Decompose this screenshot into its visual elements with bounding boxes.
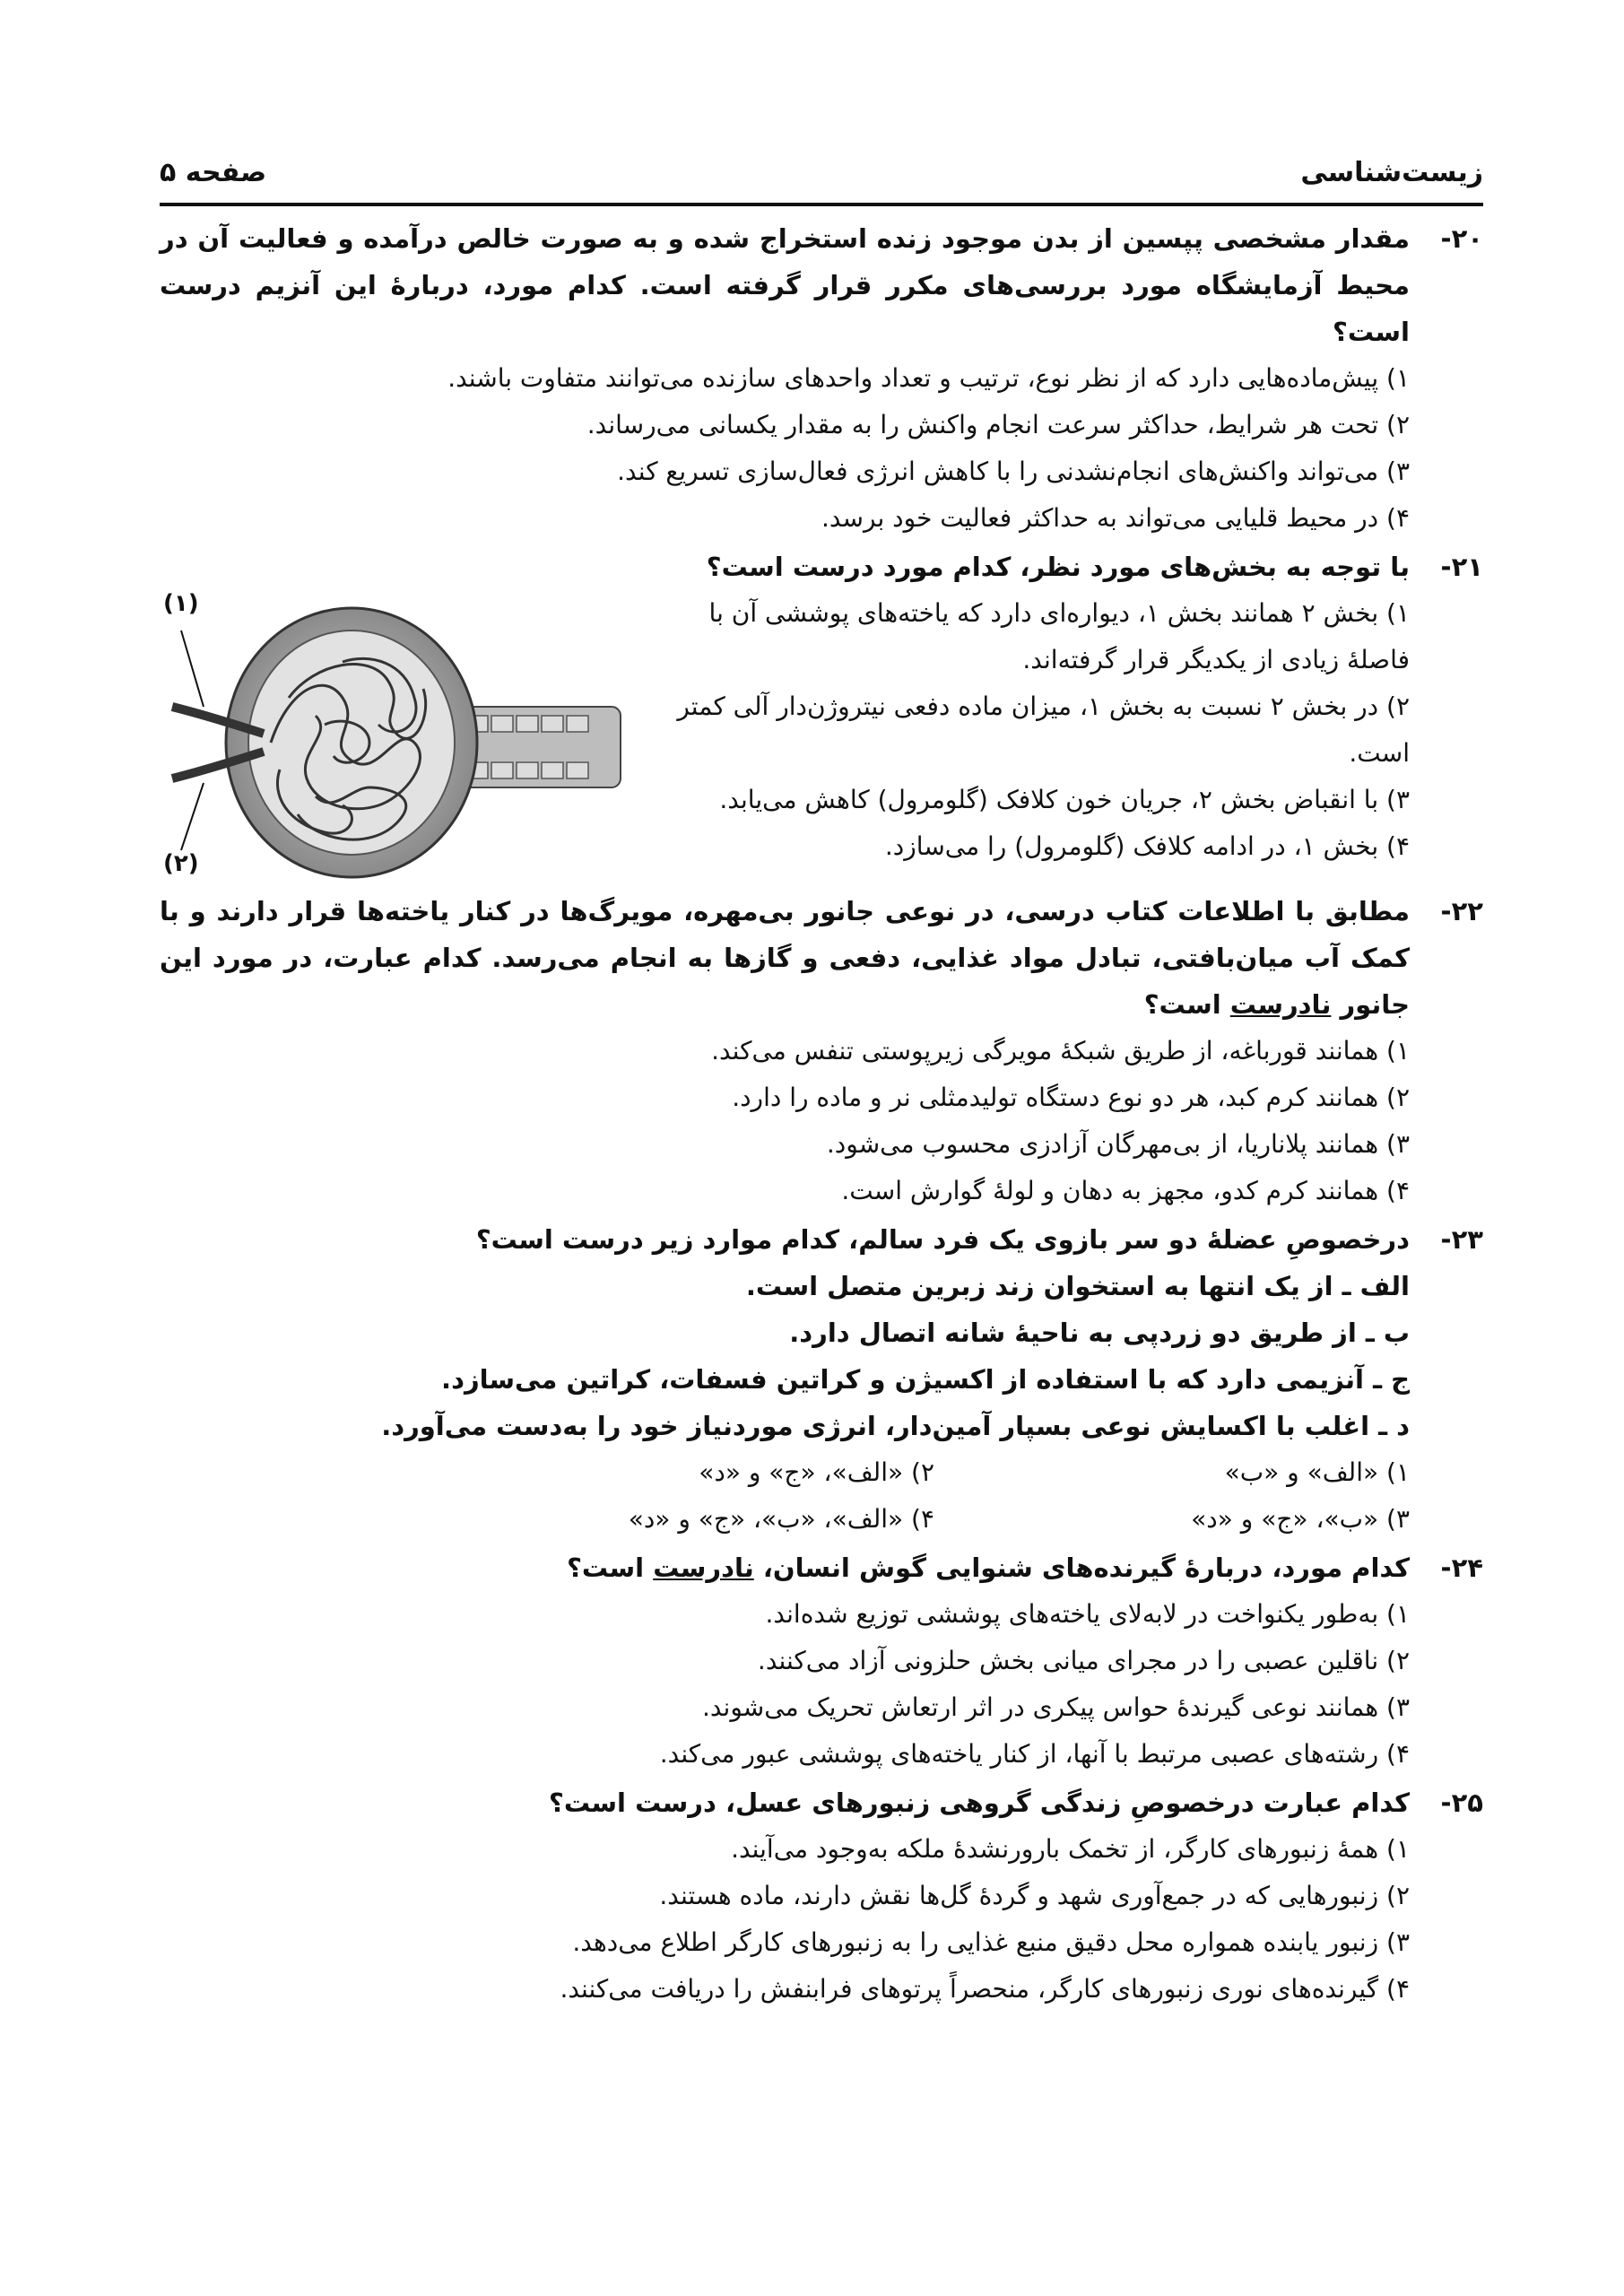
question-stem: با توجه به بخش‌های مورد نظر، کدام مورد درست است؟: [706, 552, 1410, 582]
questions: [160, 215, 1483, 2014]
page-header: [160, 151, 1483, 194]
option-3: ۳) «ب»، «ج» و «د»: [1191, 1504, 1410, 1534]
statement-jim: ج ـ آنزیمی دارد که با استفاده از اکسیژن و کراتین فسفات، کراتین می‌سازد.: [441, 1364, 1410, 1395]
stem-text: کدام مورد، دربارهٔ گیرنده‌های شنوایی گوش انسان،: [753, 1552, 1410, 1583]
question-number: ۲۵-: [1440, 1787, 1483, 1818]
question-stem: درخصوصِ عضلهٔ دو سر بازوی یک فرد سالم، کدام موارد زیر درست است؟: [475, 1224, 1410, 1255]
option-4: ۴) رشته‌های عصبی مرتبط با آنها، از کنار یاخته‌های پوششی عبور می‌کند.: [659, 1739, 1410, 1769]
option-4: ۴) در محیط قلیایی می‌تواند به حداکثر فعالیت خود برسد.: [821, 503, 1410, 533]
page-number: صفحه ۵: [160, 156, 267, 188]
option-2: ۲) تحت هر شرایط، حداکثر سرعت انجام واکنش را به مقدار یکسانی می‌رساند.: [586, 410, 1410, 439]
option-1: ۱) «الف» و «ب»: [1224, 1457, 1410, 1487]
header-rule: [160, 203, 1483, 206]
question-22: [160, 888, 1483, 1214]
option-1: ۱) پیش‌ماده‌هایی دارد که از نظر نوع، ترتیب و تعداد واحدهای سازنده می‌توانند متفاوت باشند.: [447, 363, 1410, 393]
question-number: ۲۴-: [1440, 1552, 1483, 1583]
stem-underlined-word: نادرست: [1229, 989, 1332, 1020]
stem-text: مطابق با اطلاعات کتاب درسی، در نوعی جانور بی‌مهره، مویرگ‌ها در کنار یاخته‌ها قرار دارند و با کمک آب میان‌بافتی، تبادل مواد غذایی، دفعی و گازها به انجام می‌رسد. کدام عبارت، در مورد این جانور: [160, 896, 1410, 1020]
option-2: ۲) زنبورهایی که در جمع‌آوری شهد و گردهٔ گل‌ها نقش دارند، ماده هستند.: [659, 1881, 1410, 1910]
question-23: [160, 1216, 1483, 1543]
question-number: ۲۰-: [1440, 223, 1483, 254]
figure-label-2: (۲): [163, 850, 199, 877]
option-1: ۱) همهٔ زنبورهای کارگر، از تخمک بارورنشدهٔ ملکه به‌وجود می‌آیند.: [731, 1834, 1410, 1864]
option-4: ۴) «الف»، «ب»، «ج» و «د»: [628, 1504, 934, 1534]
question-stem: کدام عبارت درخصوصِ زندگی گروهی زنبورهای عسل، درست است؟: [549, 1787, 1410, 1818]
statement-be: ب ـ از طریق دو زردپی به ناحیهٔ شانه اتصال دارد.: [789, 1318, 1410, 1348]
question-stem: [160, 888, 1410, 1028]
figure-label-1: (۱): [163, 590, 199, 617]
option-2: ۲) در بخش ۲ نسبت به بخش ۱، میزان ماده دفعی نیتروژن‌دار آلی کمتر است.: [677, 691, 1410, 768]
glomerulus-illustration: [163, 590, 630, 886]
statement-alef: الف ـ از یک انتها به استخوان زند زبرین متصل است.: [745, 1271, 1410, 1301]
option-2: ۲) همانند کرم کبد، هر دو نوع دستگاه تولیدمثلی نر و ماده را دارد.: [732, 1083, 1410, 1112]
option-3: ۳) همانند نوعی گیرندهٔ حواس پیکری در اثر ارتعاش تحریک می‌شوند.: [701, 1692, 1410, 1722]
question-number: ۲۱-: [1440, 552, 1483, 582]
question-number: ۲۲-: [1440, 896, 1483, 926]
subject-title: زیست‌شناسی: [1300, 156, 1483, 188]
option-1: ۱) همانند قورباغه، از طریق شبکهٔ مویرگی زیرپوستی تنفس می‌کند.: [711, 1036, 1410, 1065]
statement-dal: د ـ اغلب با اکسایش نوعی بسپار آمین‌دار، انرژی موردنیاز خود را به‌دست می‌آورد.: [381, 1411, 1410, 1441]
question-21: [160, 544, 1483, 886]
question-25: [160, 1779, 1483, 2013]
options-grid: [459, 1449, 1410, 1543]
option-4: ۴) بخش ۱، در ادامه کلافک (گلومرول) را می‌سازد.: [884, 831, 1410, 861]
question-stem: [160, 1544, 1410, 1591]
option-4: ۴) همانند کرم کدو، مجهز به دهان و لولهٔ گوارش است.: [841, 1176, 1410, 1205]
option-2: ۲) ناقلین عصبی را در مجرای میانی بخش حلزونی آزاد می‌کنند.: [757, 1646, 1410, 1675]
option-4: ۴) گیرنده‌های نوری زنبورهای کارگر، منحصراً پرتوهای فرابنفش را دریافت می‌کنند.: [560, 1974, 1410, 2004]
question-number: ۲۳-: [1440, 1224, 1483, 1255]
leader-line-1: [181, 631, 204, 707]
option-3: ۳) زنبور یابنده همواره محل دقیق منبع غذایی را به زنبورهای کارگر اطلاع می‌دهد.: [572, 1927, 1410, 1957]
glomerulus-figure: [163, 590, 630, 886]
option-3: ۳) با انقباض بخش ۲، جریان خون کلافک (گلومرول) کاهش می‌یابد.: [719, 785, 1410, 814]
option-3: ۳) همانند پلاناریا، از بی‌مهرگان آزادزی محسوب می‌شود.: [826, 1129, 1410, 1159]
option-1: ۱) به‌طور یکنواخت در لابه‌لای یاخته‌های پوششی توزیع شده‌اند.: [765, 1599, 1410, 1629]
question-24: [160, 1544, 1483, 1778]
option-3: ۳) می‌تواند واکنش‌های انجام‌نشدنی را با کاهش انرژی فعال‌سازی تسریع کند.: [617, 457, 1410, 486]
question-20: [160, 215, 1483, 542]
stem-underlined-word: نادرست: [653, 1552, 754, 1583]
question-stem: مقدار مشخصی پپسین از بدن موجود زنده استخراج شده و به صورت خالص درآمده و فعالیت آن در محیط آزمایشگاه مورد بررسی‌های مکرر قرار گرفته است. کدام مورد، دربارهٔ این آنزیم درست است؟: [160, 223, 1410, 347]
stem-text-end: است؟: [567, 1552, 654, 1583]
stem-text-end: است؟: [1143, 989, 1230, 1020]
option-1: ۱) بخش ۲ همانند بخش ۱، دیواره‌ای دارد که یاخته‌های پوششی آن با فاصلهٔ زیادی از یکدیگر قرار گرفته‌اند.: [708, 598, 1410, 674]
option-2: ۲) «الف»، «ج» و «د»: [699, 1457, 934, 1487]
leader-line-2: [181, 783, 204, 850]
